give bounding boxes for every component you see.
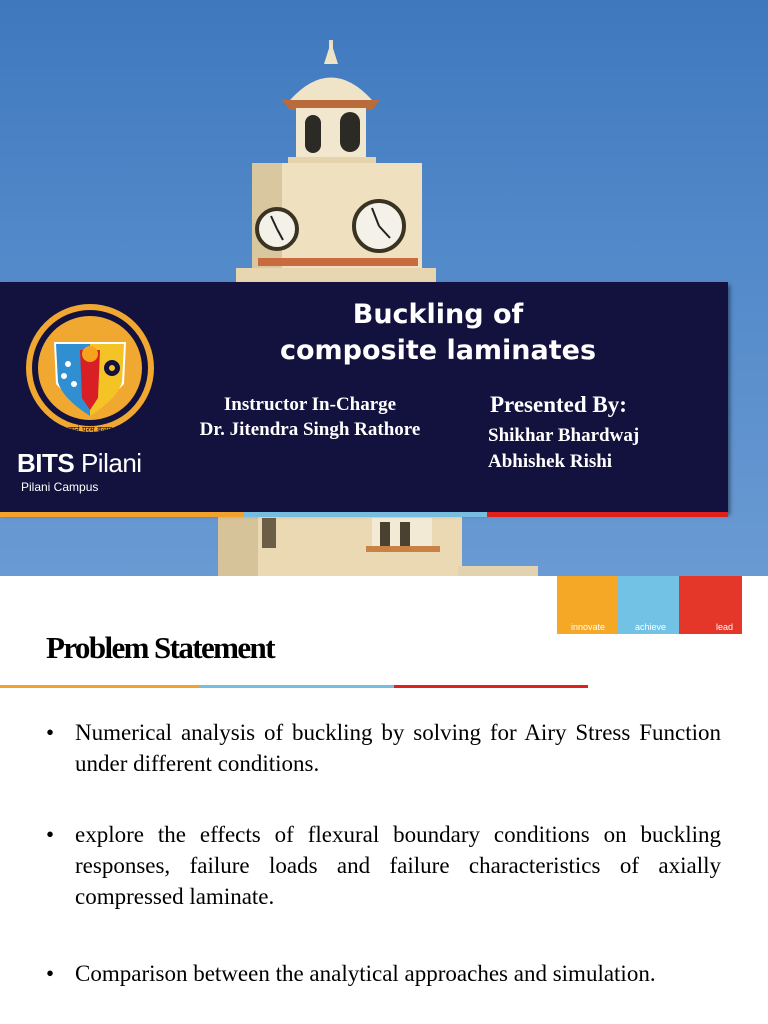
tagline-lead: lead xyxy=(679,576,742,634)
presentation-title-line2: composite laminates xyxy=(279,335,597,366)
stripe-blue xyxy=(244,512,487,517)
instructor-label: Instructor In-Charge xyxy=(223,394,397,415)
bullet-item: • Numerical analysis of buckling by solving for Airy Stress Function under different conditions. xyxy=(46,717,721,779)
presentation-title-line1: Buckling of xyxy=(352,299,524,330)
stripe-orange xyxy=(0,512,244,517)
presented-by-label: Presented By: xyxy=(490,392,627,417)
heading-underline-blue xyxy=(200,685,394,688)
heading-underline-red xyxy=(394,685,588,688)
tagline-achieve: achieve xyxy=(617,576,679,634)
bits-pilani-logo xyxy=(18,298,162,442)
bullet-dot-icon: • xyxy=(46,720,55,745)
bullet-item: • explore the effects of flexural boundary conditions on buckling responses, failure loads and failure characteristics of axially compressed laminate. xyxy=(46,819,721,912)
bullet-item: • Comparison between the analytical approaches and simulation. xyxy=(46,958,721,989)
tagline-innovate: innovate xyxy=(557,576,617,634)
presenter-name: Shikhar Bhardwaj xyxy=(488,425,640,446)
institute-wordmark: BITS Pilani xyxy=(17,448,142,478)
presenter-name: Abhishek Rishi xyxy=(488,451,613,472)
stripe-red xyxy=(487,512,728,517)
bullet-dot-icon: • xyxy=(46,961,55,986)
campus-label: Pilani Campus xyxy=(21,480,99,494)
problem-statement-slide xyxy=(0,576,768,1024)
svg-text:ज्ञानं परमं बलम्: ज्ञानं परमं बलम् xyxy=(67,425,113,434)
slide-heading: Problem Statement xyxy=(46,630,274,665)
bullet-dot-icon: • xyxy=(46,822,55,847)
instructor-name: Dr. Jitendra Singh Rathore xyxy=(199,419,421,440)
heading-underline-orange xyxy=(0,685,200,688)
